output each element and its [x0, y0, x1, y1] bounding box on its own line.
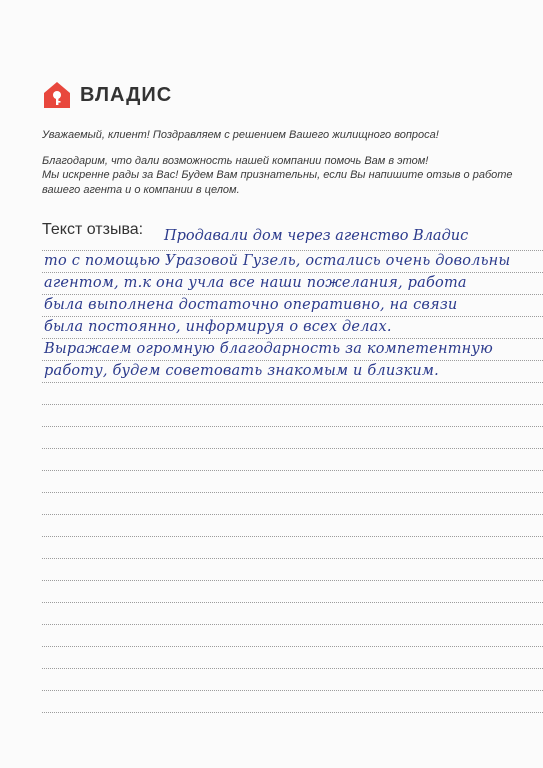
ruled-line: [42, 602, 543, 603]
ruled-line: [42, 470, 543, 471]
review-handwritten-line: агентом, т.к она учла все наши пожелания, работа: [44, 275, 467, 291]
ruled-line: [42, 294, 543, 295]
house-key-icon: [42, 80, 72, 110]
ruled-line: [42, 492, 543, 493]
review-handwritten-line-first: Продавали дом через агенство Владис: [164, 228, 469, 244]
ruled-line: [42, 338, 543, 339]
ruled-line: [42, 690, 543, 691]
brand-name: ВЛАДИС: [80, 83, 173, 106]
ruled-line: [42, 250, 543, 251]
ruled-line: [42, 580, 543, 581]
ruled-line: [42, 316, 543, 317]
ruled-line: [42, 272, 543, 273]
ruled-line: [42, 404, 543, 405]
ruled-line: [42, 646, 543, 647]
company-logo: [42, 80, 172, 110]
review-handwritten-line: была выполнена достаточно оперативно, на связи: [44, 297, 458, 313]
ruled-line: [42, 514, 543, 515]
intro-text: [42, 128, 522, 208]
review-handwritten-line: то с помощью Уразовой Гузель, остались очень довольны: [44, 253, 511, 269]
ruled-line: [42, 360, 543, 361]
review-handwritten-line: была постоянно, информируя о всех делах.: [44, 319, 392, 335]
ruled-line: [42, 382, 543, 383]
ruled-line: [42, 536, 543, 537]
ruled-line: [42, 426, 543, 427]
request-text: Мы искренне рады за Вас! Будем Вам признательны, если Вы напишите отзыв о работе вашего агента и о компании в целом.: [42, 169, 513, 196]
ruled-line: [42, 448, 543, 449]
ruled-line: [42, 668, 543, 669]
review-label: Текст отзыва:: [42, 221, 144, 238]
greeting-text: Уважаемый, клиент! Поздравляем с решением Вашего жилищного вопроса!: [42, 129, 439, 141]
review-handwritten-line: работу, будем советовать знакомым и близким.: [44, 363, 439, 379]
review-handwritten-line: Выражаем огромную благодарность за компетентную: [44, 341, 493, 357]
ruled-line: [42, 624, 543, 625]
thanks-text: Благодарим, что дали возможность нашей компании помочь Вам в этом!: [42, 154, 429, 167]
ruled-line: [42, 558, 543, 559]
ruled-line: [42, 712, 543, 713]
